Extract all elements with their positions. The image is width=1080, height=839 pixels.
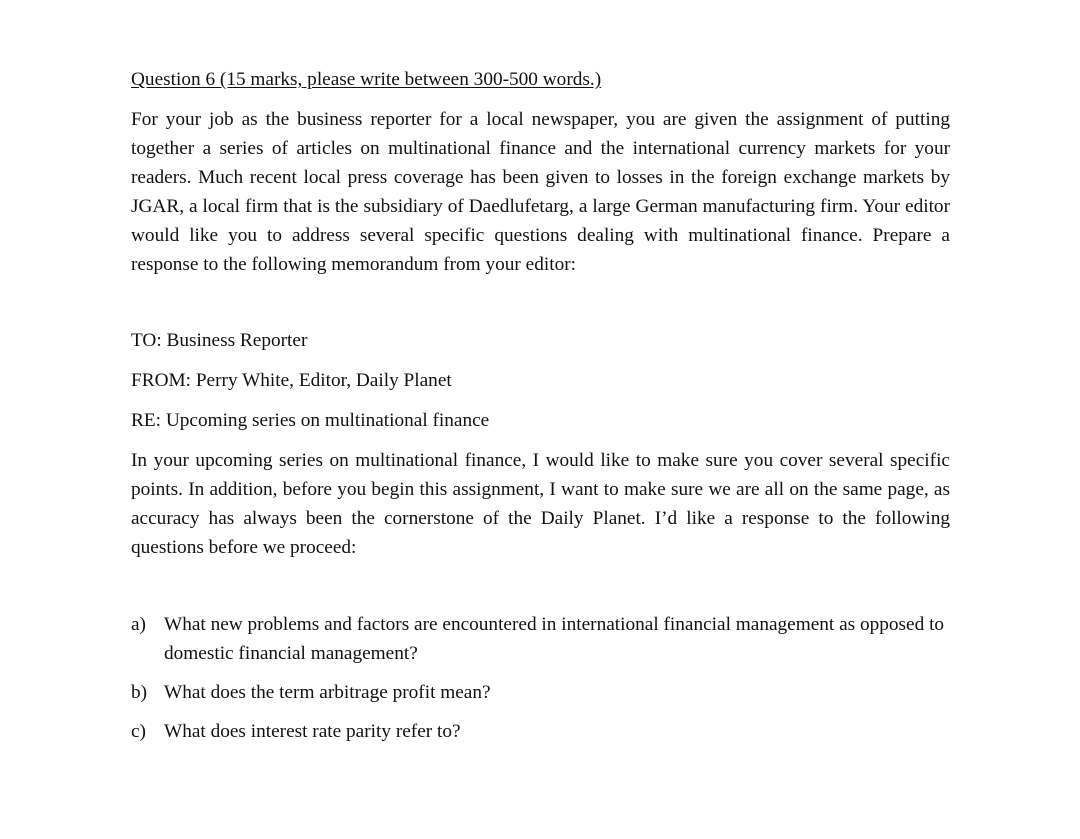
list-item [131, 610, 950, 668]
memo-body-paragraph: In your upcoming series on multinational finance, I would like to make sure you cover several specific points. In addition, before you begin this assignment, I want to make sure we are all on the same page, as accuracy has always been the cornerstone of the Daily Planet. I’d like a response to the following questions before we proceed: [131, 449, 950, 558]
list-item-marker: b) [131, 682, 148, 704]
list-item [131, 717, 950, 746]
list-item [131, 678, 950, 707]
list-item-text: What new problems and factors are encountered in international financial management as opposed to domestic financial management? [164, 613, 945, 665]
document-page [131, 66, 950, 756]
question-heading: Question 6 (15 marks, please write between 300-500 words.) [131, 69, 602, 90]
question-list [131, 610, 950, 746]
list-item-marker: a) [131, 613, 146, 635]
list-item-marker: c) [131, 721, 146, 743]
memo-re-line: RE: Upcoming series on multinational finance [131, 409, 490, 431]
question-intro-paragraph: For your job as the business reporter for a local newspaper, you are given the assignment of putting together a series of articles on multinational finance and the international currency markets for your readers. Much recent local press coverage has been given to losses in the foreign exchange markets by JGAR, a local firm that is the subsidiary of Daedlufetarg, a large German manufacturing firm. Your editor would like you to address several specific questions dealing with multinational finance. Prepare a response to the following memorandum from your editor: [131, 109, 950, 276]
memo-from-line: FROM: Perry White, Editor, Daily Planet [131, 369, 452, 391]
list-item-text: What does the term arbitrage profit mean? [164, 682, 491, 704]
list-item-text: What does interest rate parity refer to? [164, 721, 461, 743]
memo-to-line: TO: Business Reporter [131, 329, 308, 351]
